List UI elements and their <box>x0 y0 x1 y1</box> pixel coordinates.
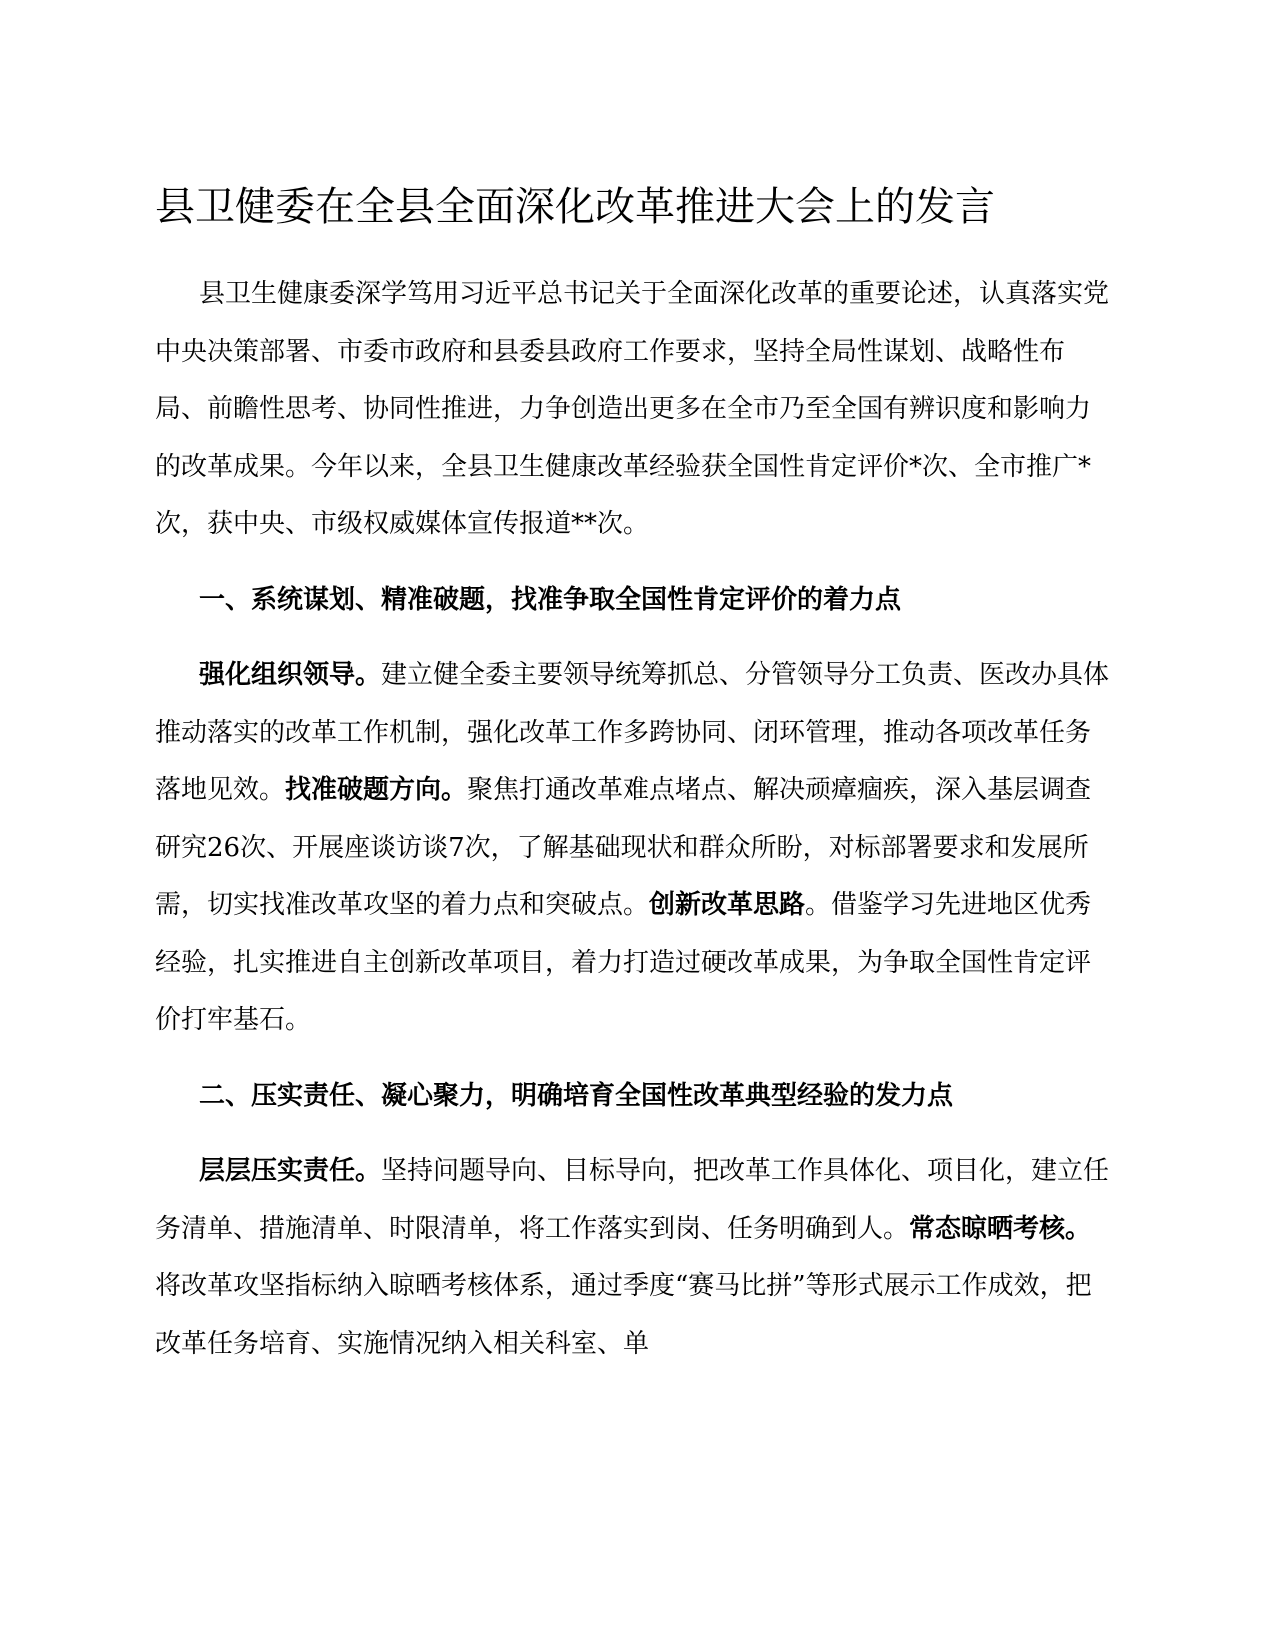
section-1-text-1: 建立健全委主要领导统筹抓总、分管领导分工负责、医改办具体推动落实的改革工作机制，强化改革工作多跨协同、闭环管理，推动各项改革任务落地见效。 <box>155 660 1110 805</box>
section-1-text-3: 。借鉴学习先进地区优秀经验，扎实推进自主创新改革项目，着力打造过硬改革成果，为争取全国性肯定评价打牢基石。 <box>155 890 1092 1035</box>
section-heading-2-text: 二、压实责任、凝心聚力，明确培育全国性改革典型经验的发力点 <box>199 1080 954 1111</box>
section-2-text-2: 将改革攻坚指标纳入晾晒考核体系，通过季度“赛马比拼”等形式展示工作成效，把改革任务培育、实施情况纳入相关科室、单 <box>155 1271 1092 1359</box>
section-1-bold-1: 强化组织领导。 <box>199 660 382 690</box>
section-1-bold-2: 找准破题方向。 <box>285 775 468 805</box>
section-2-bold-1: 层层压实责任。 <box>199 1156 382 1186</box>
document-body <box>155 266 1115 1373</box>
section-2-text-1: 坚持问题导向、目标导向，把改革工作具体化、项目化，建立任务清单、措施清单、时限清单，将工作落实到岗、任务明确到人。 <box>155 1156 1110 1244</box>
section-heading-1-text: 一、系统谋划、精准破题，找准争取全国性肯定评价的着力点 <box>199 584 902 615</box>
section-2-paragraph <box>155 1143 1115 1373</box>
section-1-text-2: 聚焦打通改革难点堵点、解决顽瘴痼疾，深入基层调查研究26次、开展座谈访谈7次，了解基础现状和群众所盼，对标部署要求和发展所需，切实找准改革攻坚的着力点和突破点。 <box>155 775 1092 920</box>
section-1-bold-3: 创新改革思路 <box>649 890 806 920</box>
document-title: 县卫健委在全县全面深化改革推进大会上的发言 <box>155 184 995 230</box>
section-heading-1 <box>155 572 1115 630</box>
section-1-paragraph <box>155 647 1115 1050</box>
section-heading-2 <box>155 1068 1115 1126</box>
intro-paragraph: 县卫生健康委深学笃用习近平总书记关于全面深化改革的重要论述，认真落实党中央决策部署、市委市政府和县委县政府工作要求，坚持全局性谋划、战略性布局、前瞻性思考、协同性推进，力争创造出更多在全市乃至全国有辨识度和影响力的改革成果。今年以来，全县卫生健康改革经验获全国性肯定评价*次、全市推广*次，获中央、市级权威媒体宣传报道**次。 <box>155 279 1110 539</box>
section-2-bold-2: 常态晾晒考核。 <box>909 1213 1092 1244</box>
